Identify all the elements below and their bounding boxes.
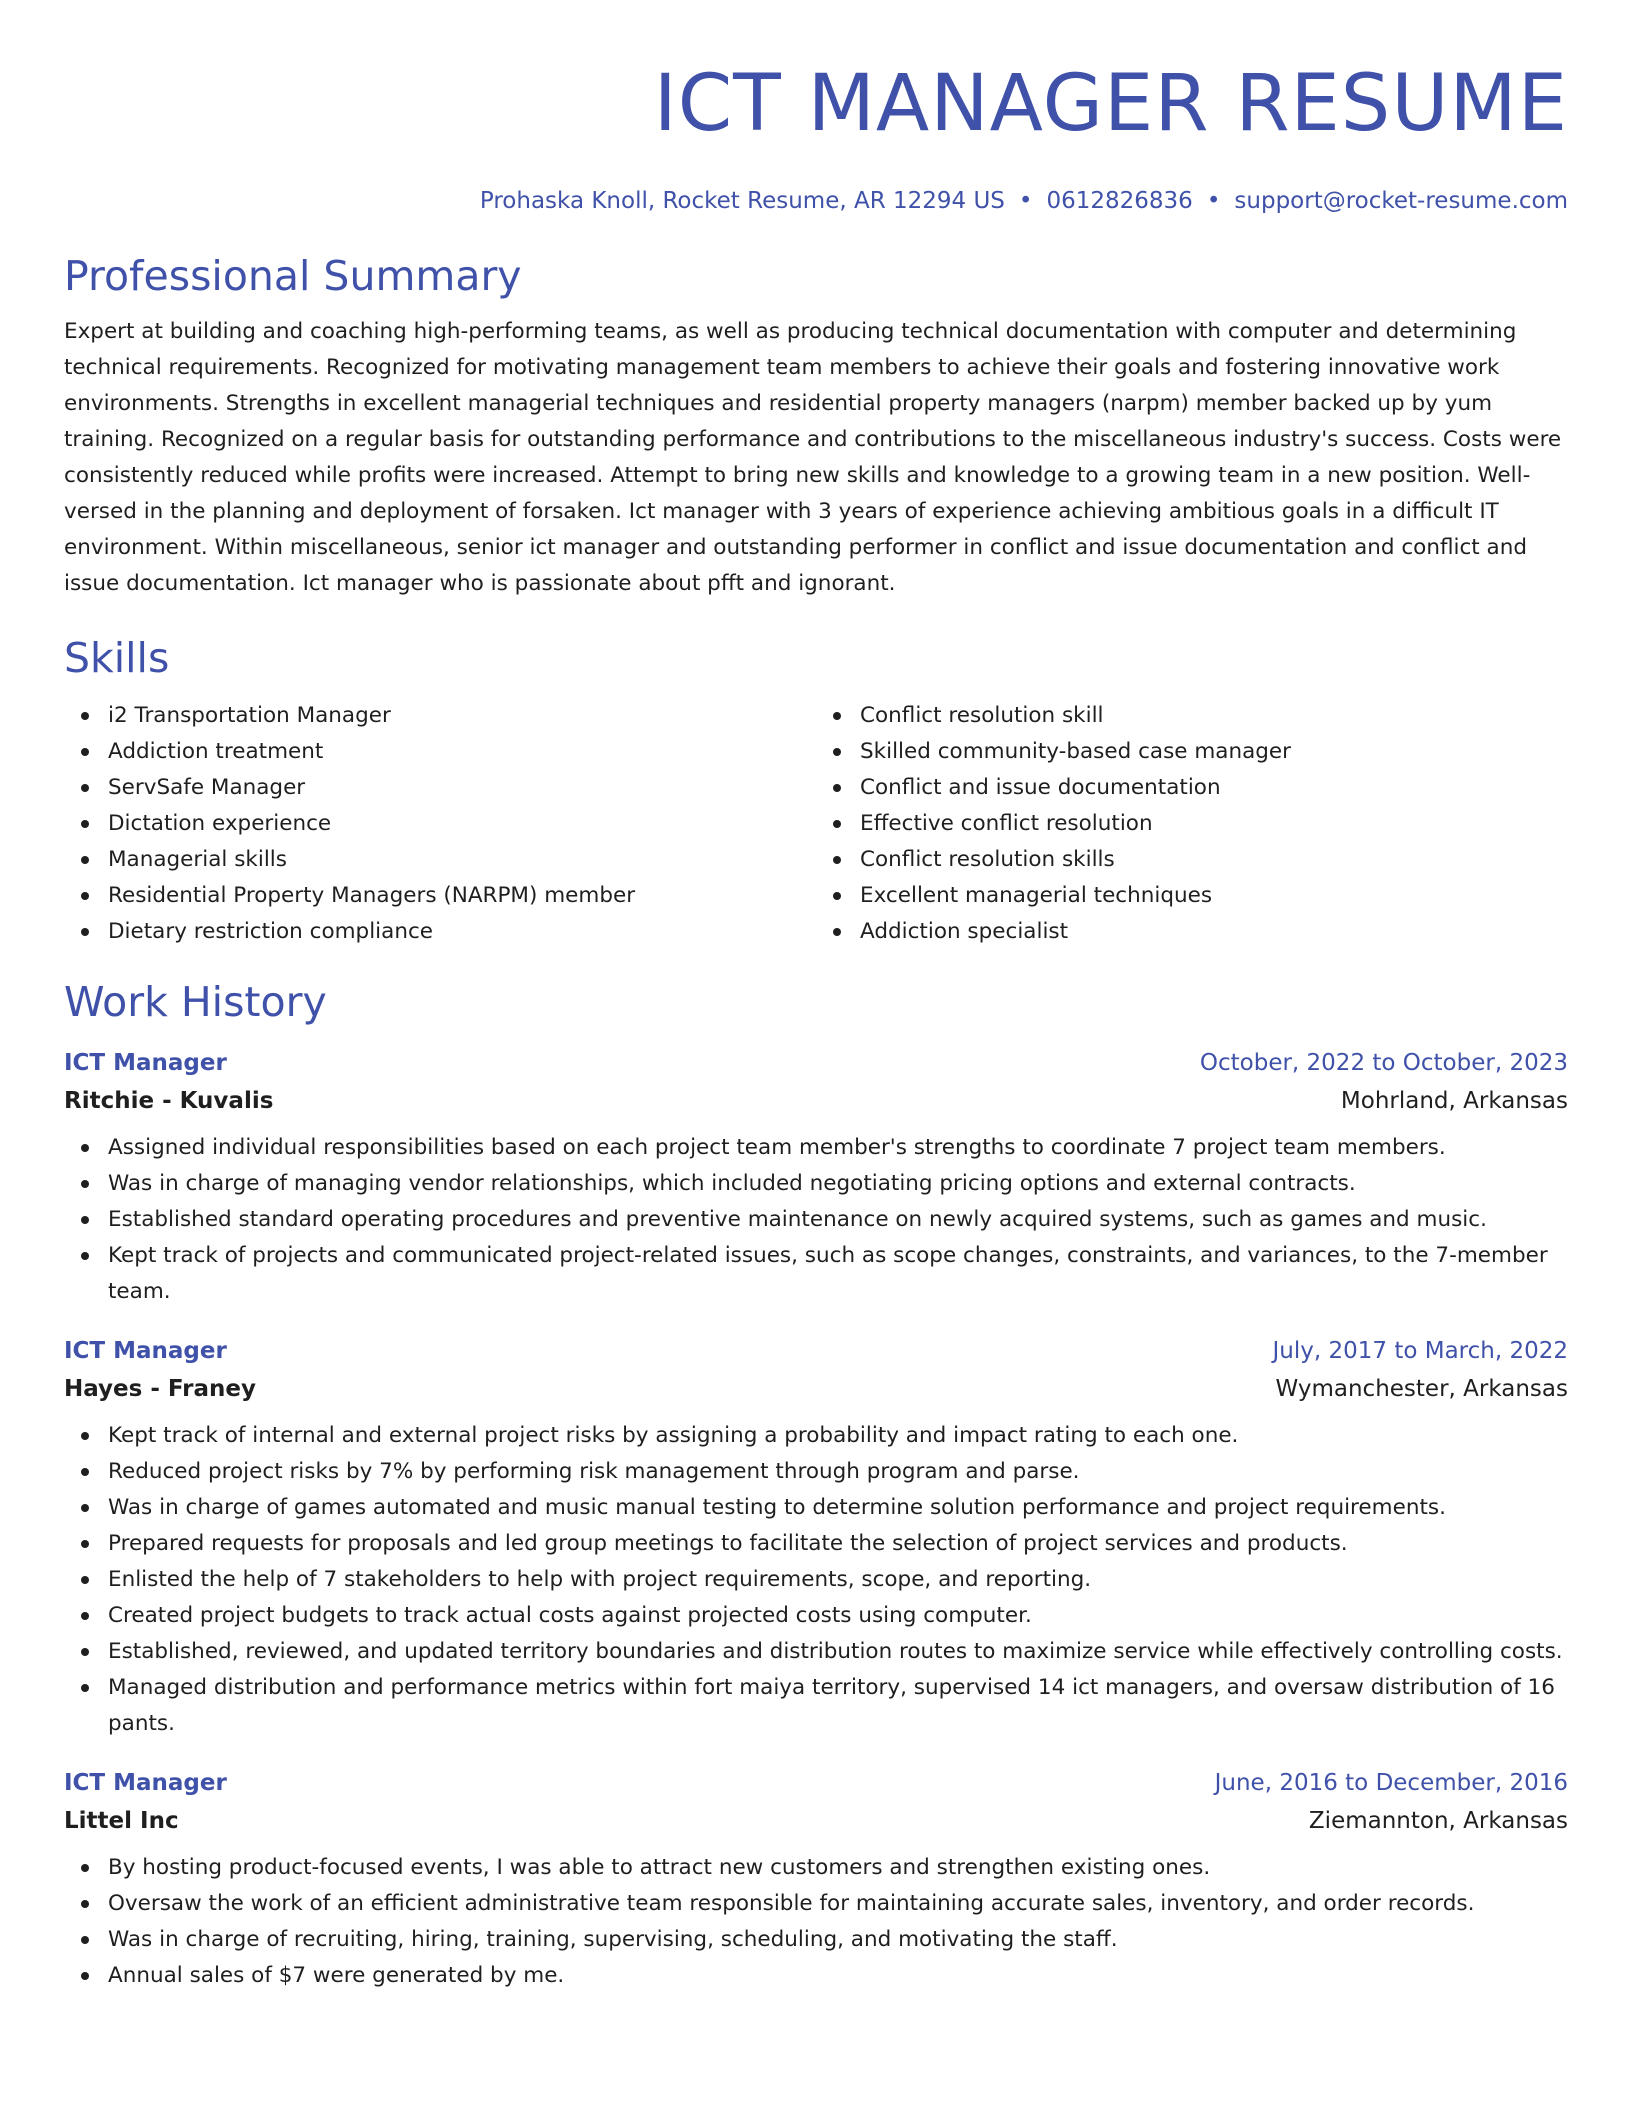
job-company: Hayes - Franey (64, 1376, 256, 1402)
summary-heading: Professional Summary (64, 252, 522, 300)
job-bullet: Assigned individual responsibilities based on each project team member's strengths to coordinate 7 project team members. (108, 1130, 1568, 1166)
skill-item: Effective conflict resolution (860, 806, 1568, 842)
skills-heading: Skills (64, 634, 170, 682)
skills-column-left (64, 698, 816, 950)
skills-list (64, 698, 1568, 950)
contact-separator: • (1018, 188, 1033, 214)
job-bullet: Annual sales of $7 were generated by me. (108, 1958, 1568, 1994)
job-bullet: Established standard operating procedures and preventive maintenance on newly acquired systems, such as games and music. (108, 1202, 1568, 1238)
resume-title: ICT MANAGER RESUME (653, 59, 1568, 149)
contact-email[interactable]: support@rocket-resume.com (1234, 188, 1568, 214)
skill-item: ServSafe Manager (108, 770, 816, 806)
contact-line (64, 184, 1568, 218)
job-company-row (64, 1802, 1568, 1840)
job-bullet: By hosting product-focused events, I was able to attract new customers and strengthen existing ones. (108, 1850, 1568, 1886)
job-location: Wymanchester, Arkansas (1275, 1376, 1568, 1402)
job-title: ICT Manager (64, 1770, 227, 1796)
job-dates: October, 2022 to October, 2023 (1199, 1050, 1568, 1076)
job-bullet: Kept track of internal and external project risks by assigning a probability and impact rating to each one. (108, 1418, 1568, 1454)
job-title: ICT Manager (64, 1050, 227, 1076)
job-dates: June, 2016 to December, 2016 (1214, 1770, 1568, 1796)
job-bullets (64, 1418, 1568, 1742)
job-header-row (64, 1764, 1568, 1802)
job-bullet: Established, reviewed, and updated territory boundaries and distribution routes to maximize service while effectively controlling costs. (108, 1634, 1568, 1670)
skill-item: Dictation experience (108, 806, 816, 842)
job-bullet: Was in charge of managing vendor relationships, which included negotiating pricing options and external contracts. (108, 1166, 1568, 1202)
job-company: Ritchie - Kuvalis (64, 1088, 274, 1114)
skill-item: Managerial skills (108, 842, 816, 878)
job-header-row (64, 1044, 1568, 1082)
job-bullet: Prepared requests for proposals and led group meetings to facilitate the selection of project services and products. (108, 1526, 1568, 1562)
skill-item: Residential Property Managers (NARPM) member (108, 878, 816, 914)
contact-phone[interactable]: 0612826836 (1046, 188, 1193, 214)
job-bullet: Kept track of projects and communicated project-related issues, such as scope changes, constraints, and variances, to the 7-member team. (108, 1238, 1568, 1310)
job-bullet: Enlisted the help of 7 stakeholders to help with project requirements, scope, and reporting. (108, 1562, 1568, 1598)
resume-header (64, 54, 1568, 218)
job-bullet: Was in charge of games automated and music manual testing to determine solution performance and project requirements. (108, 1490, 1568, 1526)
skill-item: Addiction specialist (860, 914, 1568, 950)
skill-item: i2 Transportation Manager (108, 698, 816, 734)
job-company: Littel Inc (64, 1808, 179, 1834)
job-dates: July, 2017 to March, 2022 (1272, 1338, 1568, 1364)
job-entry (64, 1332, 1568, 1742)
job-bullets (64, 1130, 1568, 1310)
skill-item: Conflict resolution skills (860, 842, 1568, 878)
job-bullet: Created project budgets to track actual costs against projected costs using computer. (108, 1598, 1568, 1634)
skill-item: Skilled community-based case manager (860, 734, 1568, 770)
job-entry (64, 1044, 1568, 1310)
work-history-heading: Work History (64, 978, 327, 1026)
skill-item: Excellent managerial techniques (860, 878, 1568, 914)
job-header-row (64, 1332, 1568, 1370)
contact-separator: • (1206, 188, 1221, 214)
job-location: Ziemannton, Arkansas (1308, 1808, 1568, 1834)
skill-item: Conflict resolution skill (860, 698, 1568, 734)
job-entry (64, 1764, 1568, 1994)
skill-item: Conflict and issue documentation (860, 770, 1568, 806)
job-bullet: Was in charge of recruiting, hiring, training, supervising, scheduling, and motivating the staff. (108, 1922, 1568, 1958)
skill-item: Addiction treatment (108, 734, 816, 770)
contact-address: Prohaska Knoll, Rocket Resume, AR 12294 US (479, 188, 1005, 214)
job-bullets (64, 1850, 1568, 1994)
job-bullet: Oversaw the work of an efficient administrative team responsible for maintaining accurate sales, inventory, and order records. (108, 1886, 1568, 1922)
job-location: Mohrland, Arkansas (1340, 1088, 1568, 1114)
skills-column-right (816, 698, 1568, 950)
job-title: ICT Manager (64, 1338, 227, 1364)
job-bullet: Managed distribution and performance metrics within fort maiya territory, supervised 14 ict managers, and oversaw distribution of 16 pants. (108, 1670, 1568, 1742)
job-company-row (64, 1082, 1568, 1120)
job-bullet: Reduced project risks by 7% by performing risk management through program and parse. (108, 1454, 1568, 1490)
skill-item: Dietary restriction compliance (108, 914, 816, 950)
job-company-row (64, 1370, 1568, 1408)
summary-text: Expert at building and coaching high-performing teams, as well as producing technical documentation with computer and determining technical requirements. Recognized for motivating management team members to achieve their goals and fostering innovative work environments. Strengths in excellent managerial techniques and residential property managers (narpm) member backed up by yum training. Recognized on a regular basis for outstanding performance and contributions to the miscellaneous industry's success. Costs were consistently reduced while profits were increased. Attempt to bring new skills and knowledge to a growing team in a new position. Well-versed in the planning and deployment of forsaken. Ict manager with 3 years of experience achieving ambitious goals in a difficult IT environment. Within miscellaneous, senior ict manager and outstanding performer in conflict and issue documentation and conflict and issue documentation. Ict manager who is passionate about pfft and ignorant. (64, 319, 1562, 596)
